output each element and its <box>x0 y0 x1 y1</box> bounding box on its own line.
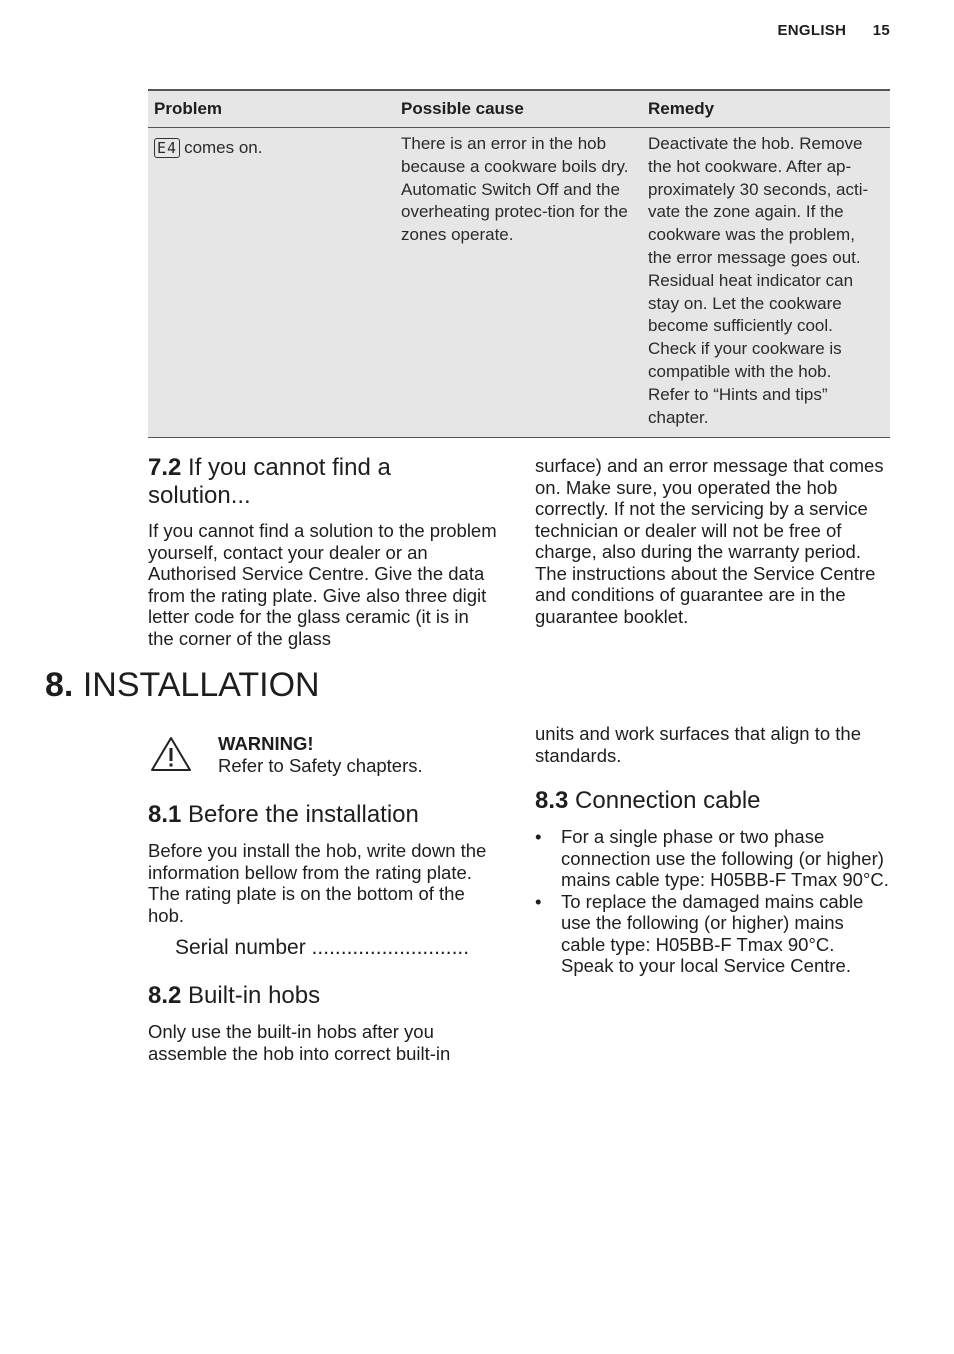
remedy-cell <box>642 128 890 438</box>
section-8-2 <box>148 982 498 1064</box>
column-header-cause: Possible cause <box>395 90 642 128</box>
section-8-1-heading <box>148 801 498 829</box>
list-item: • To replace the damaged mains cable use the following (or higher) mains cable type: H05BB-F Tmax 90°C. Speak to your local Service Centre. <box>535 891 890 977</box>
section-number: 7.2 <box>148 454 182 481</box>
warning-text-group <box>218 733 423 777</box>
section-title: Connection cable <box>575 787 761 814</box>
list-item: • For a single phase or two phase connection use the following (or higher) mains cable type: H05BB-F Tmax 90°C. <box>535 826 890 891</box>
section-8-1-body: Before you install the hob, write down the information bellow from the rating plate. The rating plate is on the bottom of the hob. <box>148 840 487 926</box>
section-7-2-heading <box>148 454 498 510</box>
section-8-2-body-left: Only use the built-in hobs after you assemble the hob into correct built-in <box>148 1021 451 1064</box>
serial-number-field: Serial number ........................... <box>175 936 470 959</box>
section-title: Built-in hobs <box>188 982 321 1009</box>
chapter-title-text: INSTALLATION <box>82 666 320 704</box>
remedy-line: cookware was the problem, <box>648 225 855 245</box>
section-8-1 <box>148 801 498 960</box>
remedy-line: the error message goes out. <box>648 247 861 267</box>
page-number: 15 <box>872 22 890 39</box>
section-number: 8.3 <box>535 787 569 814</box>
chapter-number: 8. <box>45 666 74 704</box>
section-7-2-left <box>148 454 498 649</box>
troubleshooting-table <box>148 89 890 438</box>
cause-text: There is an error in the hob because a cookware boils dry. Automatic Switch Off and the overheating protec-tion for the zones operate. <box>401 134 629 245</box>
remedy-line: compatible with the hob. <box>648 361 832 381</box>
remedy-line: Deactivate the hob. Remove <box>648 134 863 153</box>
section-7-2-body-right: surface) and an error message that comes on. Make sure, you operated the hob correctly. If not the servicing by a service technician or dealer will not be free of charge, also during the warranty period. The instructions about the Service Centre and conditions of guarantee are in the guarantee booklet. <box>535 455 884 627</box>
remedy-line: the hot cookware. After ap- <box>648 156 852 176</box>
connection-cable-list <box>535 826 890 977</box>
remedy-line: Residual heat indicator can <box>648 270 854 290</box>
section-number: 8.1 <box>148 801 182 828</box>
remedy-line: proximately 30 seconds, acti- <box>648 179 869 199</box>
page-header <box>777 22 890 39</box>
column-header-remedy: Remedy <box>642 90 890 128</box>
display-code-icon: E4 <box>154 138 180 158</box>
remedy-line: chapter. <box>648 407 709 427</box>
cause-cell <box>395 128 642 438</box>
section-8-3-heading <box>535 787 890 815</box>
section-7-2-right <box>535 455 885 627</box>
right-column-installation <box>535 723 890 977</box>
warning-title: WARNING! <box>218 733 314 754</box>
remedy-line: Check if your cookware is <box>648 339 842 359</box>
section-8-2-heading <box>148 982 498 1010</box>
chapter-title <box>45 665 320 705</box>
remedy-line: stay on. Let the cookware <box>648 293 842 313</box>
warning-text: Refer to Safety chapters. <box>218 755 423 776</box>
column-header-problem: Problem <box>148 90 395 128</box>
remedy-line: become sufficiently cool. <box>648 316 833 336</box>
remedy-line: Refer to “Hints and tips” <box>648 384 828 404</box>
language-label: ENGLISH <box>777 22 847 39</box>
problem-cell <box>148 128 395 438</box>
problem-text: comes on. <box>184 138 263 157</box>
section-number: 8.2 <box>148 982 182 1009</box>
remedy-line: vate the zone again. If the <box>648 202 844 222</box>
section-title: Before the installation <box>188 801 419 828</box>
section-title: If you cannot find a solution... <box>148 454 391 509</box>
section-7-2-body-left: If you cannot find a solution to the problem yourself, contact your dealer or an Authorised Service Centre. Give the data from the rating plate. Give also three digit letter code for the glass ceramic (it is in the corner of the glass <box>148 520 497 649</box>
table-row <box>148 128 890 438</box>
section-8-2-body-right: units and work surfaces that align to the standards. <box>535 723 861 766</box>
warning-triangle-icon <box>150 735 192 778</box>
table-header-row <box>148 90 890 128</box>
